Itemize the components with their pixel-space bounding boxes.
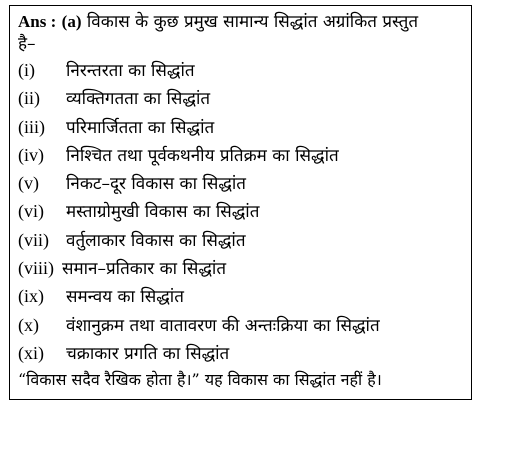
item-number: (ii) (18, 88, 40, 109)
list-item (18, 313, 463, 341)
list-item (18, 171, 463, 199)
list-item (18, 143, 463, 171)
item-number: (v) (18, 173, 39, 194)
item-number: (iv) (18, 144, 44, 165)
item-number: (viii) (18, 258, 54, 279)
conclusion-text: “विकास सदैव रैखिक होता है।” यह विकास का सिद्धांत नहीं है। (18, 370, 382, 390)
intro-text-continued: है– (18, 34, 36, 54)
item-text: वंशानुक्रम तथा वातावरण की अन्तःक्रिया का सिद्धांत (66, 315, 380, 336)
question-number: (a) (61, 12, 82, 31)
list-item (18, 341, 463, 369)
item-text: निकट–दूर विकास का सिद्धांत (66, 174, 246, 195)
list-item (18, 228, 463, 256)
intro-text: विकास के कुछ प्रमुख सामान्य सिद्धांत अग्रांकित प्रस्तुत (86, 12, 419, 32)
item-text: चक्राकार प्रगति का सिद्धांत (66, 343, 230, 364)
item-text: वर्तुलाकार विकास का सिद्धांत (66, 230, 246, 251)
answer-prefix: Ans : (18, 12, 57, 31)
item-text: समान–प्रतिकार का सिद्धांत (62, 259, 227, 280)
list-item (18, 284, 463, 312)
item-number: (x) (18, 314, 39, 335)
list-item (18, 86, 463, 114)
item-number: (i) (18, 60, 35, 80)
list-item (18, 58, 463, 86)
list-item (18, 256, 463, 284)
item-text: व्यक्तिगतता का सिद्धांत (66, 89, 211, 110)
item-text: निश्चित तथा पूर्वकथनीय प्रतिक्रम का सिद्धांत (66, 145, 339, 166)
item-number: (ix) (18, 286, 44, 307)
item-text: निरन्तरता का सिद्धांत (66, 61, 195, 81)
answer-box (9, 5, 472, 400)
item-number: (xi) (18, 342, 44, 363)
item-number: (vii) (18, 229, 49, 250)
item-text: समन्वय का सिद्धांत (66, 287, 184, 308)
item-number: (vi) (18, 201, 44, 222)
list-item (18, 115, 463, 143)
item-text: मस्ताग्रोमुखी विकास का सिद्धांत (66, 202, 260, 223)
list-item (18, 199, 463, 227)
principles-list (18, 58, 463, 369)
answer-heading (18, 12, 463, 32)
item-text: परिमार्जितता का सिद्धांत (66, 117, 215, 138)
item-number: (iii) (18, 116, 45, 137)
